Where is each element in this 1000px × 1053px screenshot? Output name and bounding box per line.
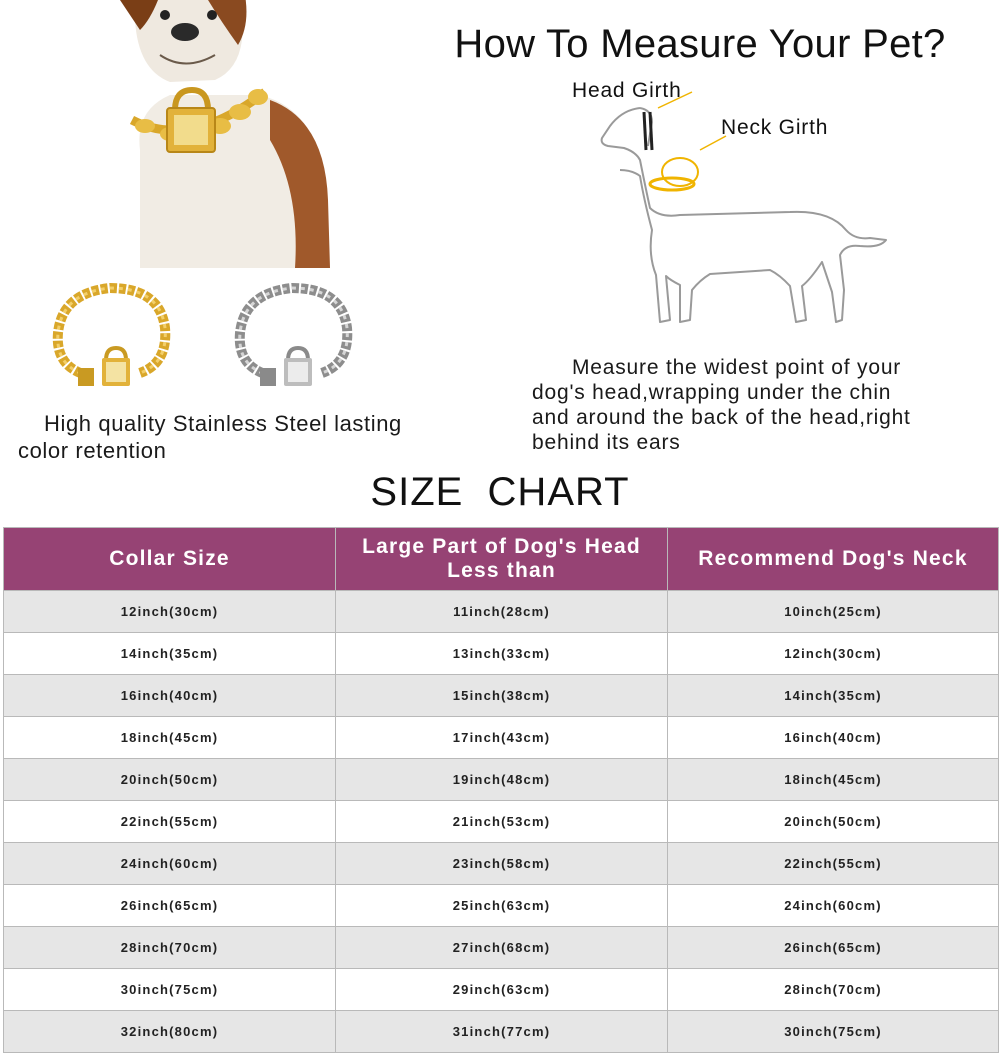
head-size-cell: 27inch(68cm) (336, 927, 668, 969)
collar-size-cell: 24inch(60cm) (4, 843, 336, 885)
column-header-neck-size: Recommend Dog's Neck (668, 528, 999, 591)
quality-line: color retention (18, 438, 167, 463)
neck-size-cell: 16inch(40cm) (668, 717, 999, 759)
measure-title: How To Measure Your Pet? (454, 22, 946, 66)
size-chart-title: SIZE CHART (370, 470, 630, 514)
instruction-line: behind its ears (532, 431, 681, 454)
head-size-cell: 25inch(63cm) (336, 885, 668, 927)
collar-size-cell: 16inch(40cm) (4, 675, 336, 717)
neck-size-cell: 30inch(75cm) (668, 1011, 999, 1053)
collar-size-cell: 20inch(50cm) (4, 759, 336, 801)
collar-size-cell: 14inch(35cm) (4, 633, 336, 675)
head-size-cell: 13inch(33cm) (336, 633, 668, 675)
neck-size-cell: 20inch(50cm) (668, 801, 999, 843)
head-girth-label: Head Girth (572, 79, 682, 102)
neck-size-cell: 12inch(30cm) (668, 633, 999, 675)
collar-size-cell: 12inch(30cm) (4, 591, 336, 633)
collar-size-cell: 28inch(70cm) (4, 927, 336, 969)
measure-instructions (532, 355, 982, 455)
neck-size-cell: 26inch(65cm) (668, 927, 999, 969)
dog-with-collar-photo (120, 0, 330, 268)
neck-size-cell: 28inch(70cm) (668, 969, 999, 1011)
collar-size-cell: 18inch(45cm) (4, 717, 336, 759)
silver-chain-collar-image (232, 278, 357, 393)
head-size-cell: 15inch(38cm) (336, 675, 668, 717)
column-header-head-size: Large Part of Dog's Head Less than (336, 528, 668, 591)
head-size-cell: 21inch(53cm) (336, 801, 668, 843)
quality-line: High quality Stainless Steel lasting (44, 411, 402, 436)
table-row (4, 675, 999, 717)
table-row (4, 759, 999, 801)
instruction-line: and around the back of the head,right (532, 406, 911, 429)
table-row (4, 717, 999, 759)
table-row (4, 885, 999, 927)
head-size-cell: 23inch(58cm) (336, 843, 668, 885)
head-size-cell: 11inch(28cm) (336, 591, 668, 633)
gold-chain-collar-image (50, 278, 175, 393)
table-row (4, 1011, 999, 1053)
table-row (4, 927, 999, 969)
collar-size-cell: 32inch(80cm) (4, 1011, 336, 1053)
product-quality-text (18, 410, 458, 464)
collar-size-cell: 22inch(55cm) (4, 801, 336, 843)
table-row (4, 801, 999, 843)
neck-size-cell: 10inch(25cm) (668, 591, 999, 633)
size-chart-table (3, 527, 999, 1053)
instruction-line: Measure the widest point of your (572, 356, 902, 379)
dog-measurement-diagram (540, 80, 900, 350)
neck-size-cell: 14inch(35cm) (668, 675, 999, 717)
table-row (4, 633, 999, 675)
table-row (4, 591, 999, 633)
table-row (4, 969, 999, 1011)
neck-girth-label: Neck Girth (721, 116, 829, 139)
collar-size-cell: 30inch(75cm) (4, 969, 336, 1011)
neck-size-cell: 18inch(45cm) (668, 759, 999, 801)
instruction-line: dog's head,wrapping under the chin (532, 381, 892, 404)
head-size-cell: 31inch(77cm) (336, 1011, 668, 1053)
column-header-collar-size: Collar Size (4, 528, 336, 591)
table-row (4, 843, 999, 885)
head-size-cell: 29inch(63cm) (336, 969, 668, 1011)
head-size-cell: 17inch(43cm) (336, 717, 668, 759)
head-size-cell: 19inch(48cm) (336, 759, 668, 801)
table-header-row (4, 528, 999, 591)
collar-size-cell: 26inch(65cm) (4, 885, 336, 927)
neck-size-cell: 22inch(55cm) (668, 843, 999, 885)
neck-size-cell: 24inch(60cm) (668, 885, 999, 927)
